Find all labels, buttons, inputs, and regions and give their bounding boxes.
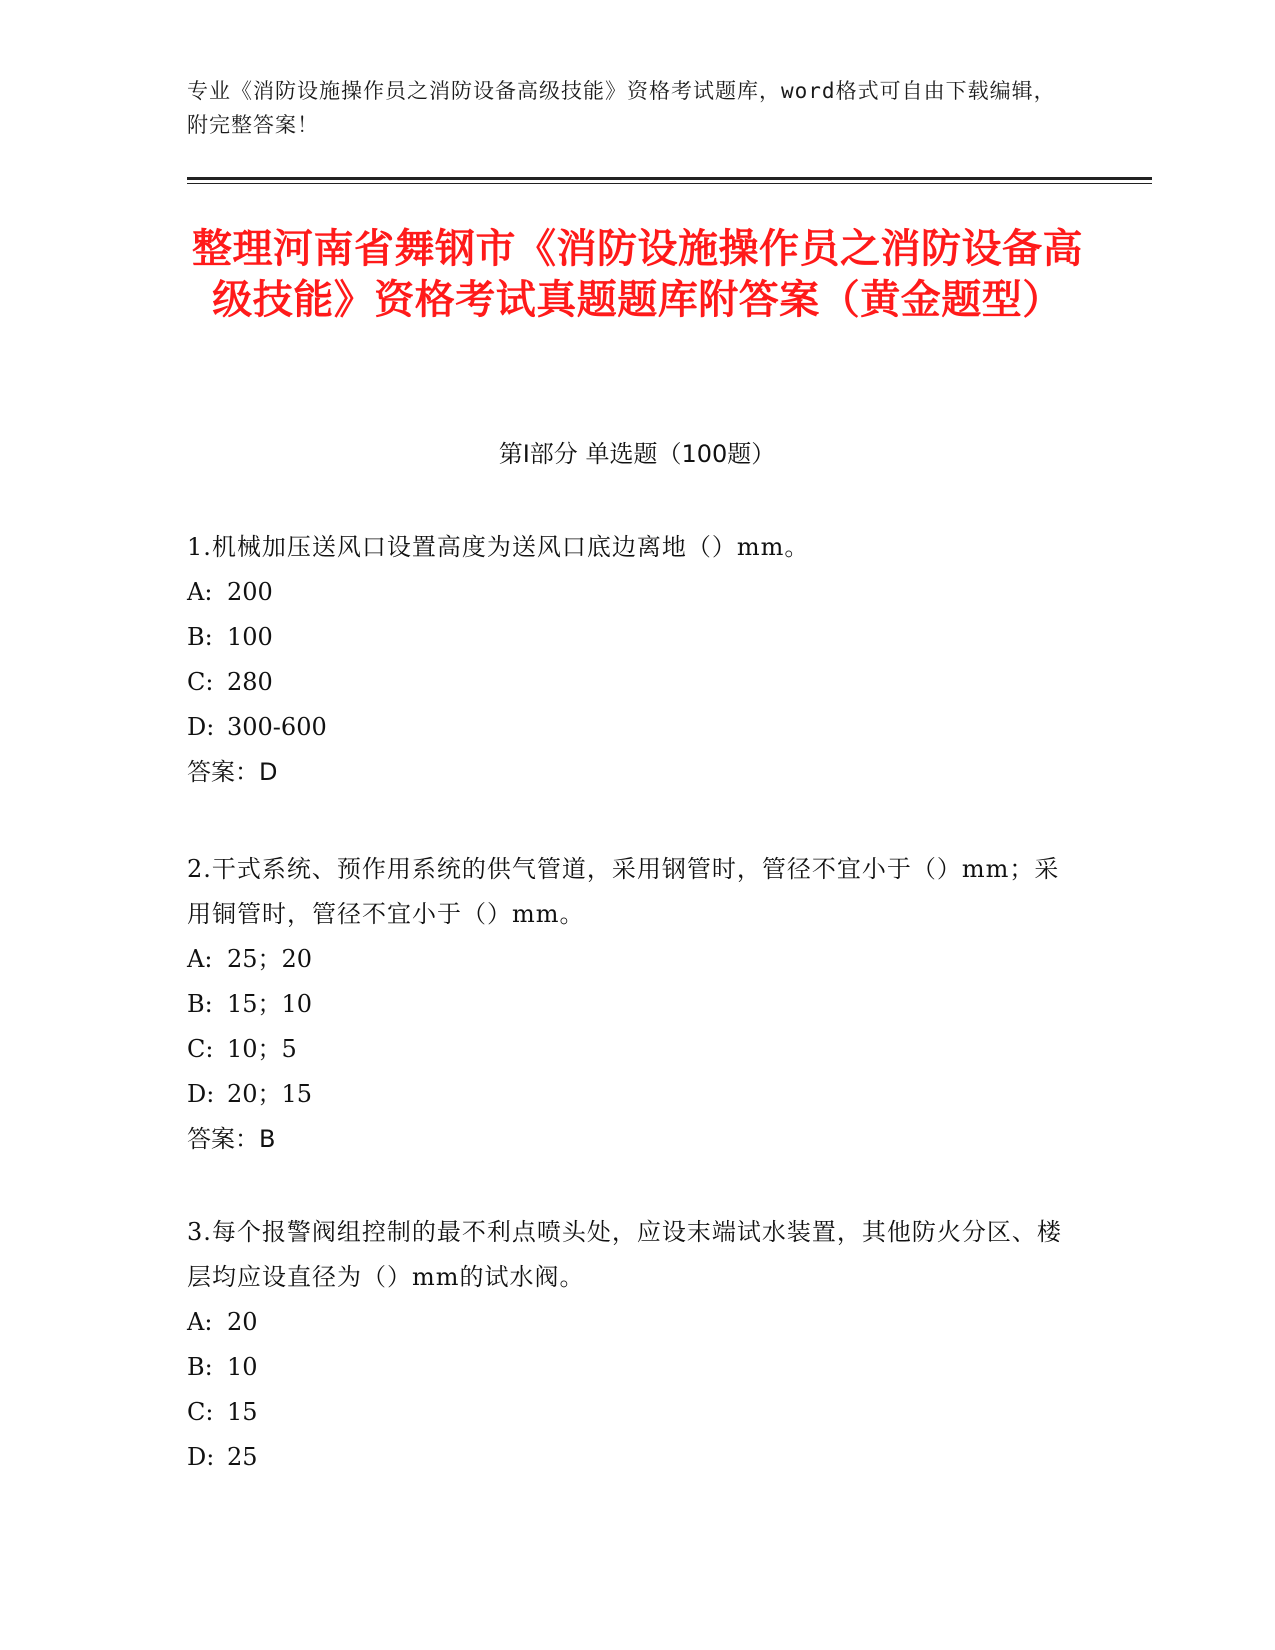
option-letter: A: bbox=[187, 1308, 213, 1336]
option-b bbox=[187, 1345, 1067, 1390]
option-letter: D: bbox=[187, 1080, 215, 1108]
option-a bbox=[187, 570, 1067, 615]
option-c bbox=[187, 1027, 1067, 1072]
question-3 bbox=[187, 1210, 1067, 1480]
option-letter: C: bbox=[187, 668, 214, 696]
option-letter: B: bbox=[187, 623, 213, 651]
answer-line: 答案：D bbox=[187, 758, 278, 786]
header-rule-thick bbox=[187, 177, 1152, 180]
question-2 bbox=[187, 847, 1067, 1162]
option-letter: C: bbox=[187, 1035, 214, 1063]
option-text: 25；20 bbox=[227, 945, 313, 973]
question-stem: 3.每个报警阀组控制的最不利点喷头处，应设末端试水装置，其他防火分区、楼层均应设直径为（）mm的试水阀。 bbox=[187, 1218, 1062, 1291]
option-letter: D: bbox=[187, 1443, 215, 1471]
option-letter: A: bbox=[187, 945, 213, 973]
option-text: 25 bbox=[227, 1443, 258, 1471]
option-d bbox=[187, 1072, 1067, 1117]
question-1 bbox=[187, 525, 1067, 795]
option-text: 10 bbox=[227, 1353, 258, 1381]
header-note: 专业《消防设施操作员之消防设备高级技能》资格考试题库，word格式可自由下载编辑，附完整答案！ bbox=[187, 79, 1056, 137]
section-title: 第Ⅰ部分 单选题（100题） bbox=[498, 440, 776, 468]
document-title: 整理河南省舞钢市《消防设施操作员之消防设备高级技能》资格考试真题题库附答案（黄金题型） bbox=[192, 226, 1083, 323]
option-letter: B: bbox=[187, 990, 213, 1018]
option-text: 15 bbox=[227, 1398, 258, 1426]
option-text: 20；15 bbox=[227, 1080, 313, 1108]
option-b bbox=[187, 615, 1067, 660]
option-letter: A: bbox=[187, 578, 213, 606]
option-c bbox=[187, 660, 1067, 705]
option-text: 10；5 bbox=[227, 1035, 297, 1063]
option-text: 100 bbox=[227, 623, 273, 651]
option-d bbox=[187, 1435, 1067, 1480]
option-a bbox=[187, 937, 1067, 982]
option-text: 15；10 bbox=[227, 990, 313, 1018]
header-rule-thin bbox=[187, 183, 1152, 184]
option-text: 280 bbox=[227, 668, 273, 696]
option-b bbox=[187, 982, 1067, 1027]
option-letter: D: bbox=[187, 713, 215, 741]
option-letter: B: bbox=[187, 1353, 213, 1381]
option-a bbox=[187, 1300, 1067, 1345]
option-c bbox=[187, 1390, 1067, 1435]
question-stem: 1.机械加压送风口设置高度为送风口底边离地（）mm。 bbox=[187, 533, 810, 561]
option-text: 20 bbox=[227, 1308, 258, 1336]
option-d bbox=[187, 705, 1067, 750]
option-letter: C: bbox=[187, 1398, 214, 1426]
option-text: 300-600 bbox=[227, 713, 327, 741]
answer-line: 答案：B bbox=[187, 1125, 276, 1153]
option-text: 200 bbox=[227, 578, 273, 606]
question-stem: 2.干式系统、预作用系统的供气管道，采用钢管时，管径不宜小于（）mm；采用铜管时，管径不宜小于（）mm。 bbox=[187, 855, 1060, 928]
